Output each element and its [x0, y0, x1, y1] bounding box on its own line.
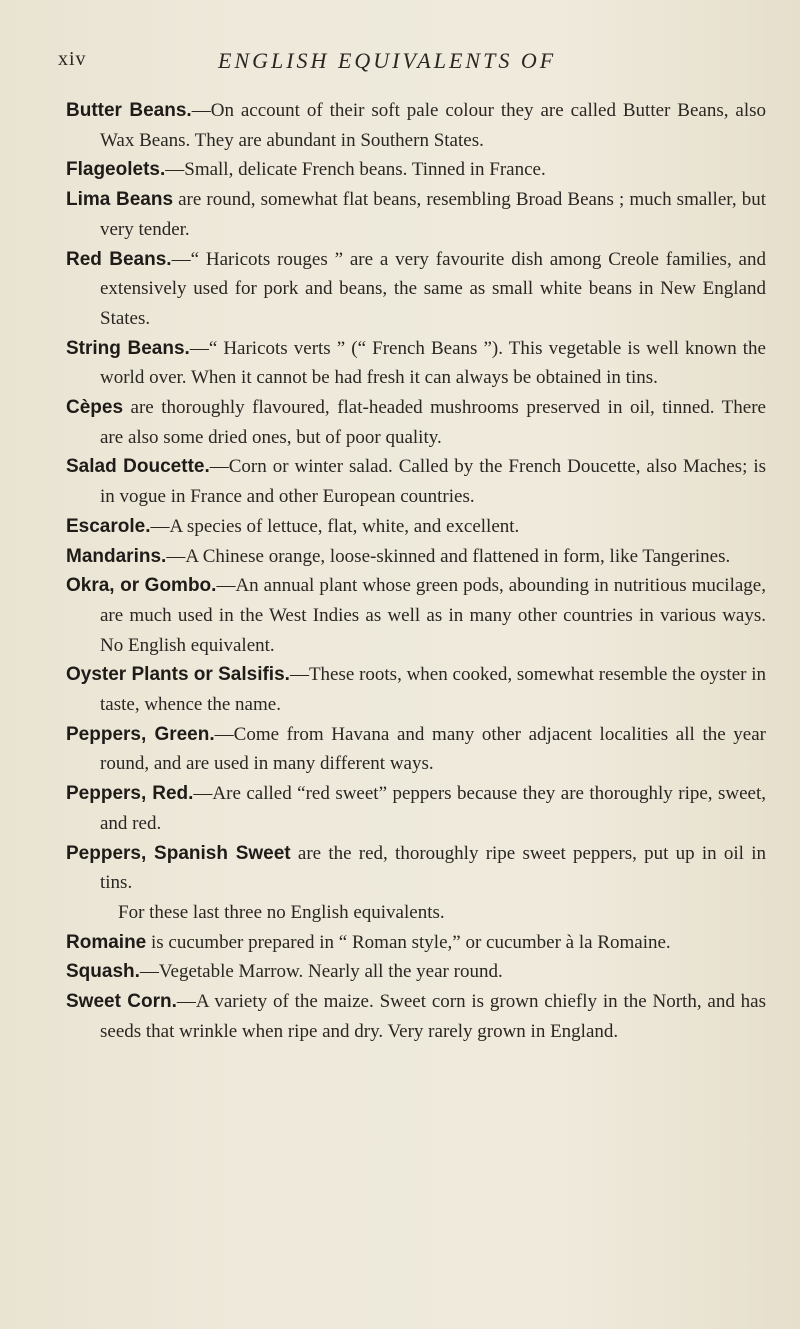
- running-head: ENGLISH EQUIVALENTS OF: [218, 48, 557, 73]
- entry-term: String Beans.: [66, 337, 190, 359]
- entry-definition: —Small, delicate French beans. Tinned in France.: [165, 159, 546, 181]
- glossary-entry: [66, 660, 766, 719]
- page-header: [58, 48, 760, 82]
- page-number: xiv: [58, 48, 87, 70]
- glossary-entry: [66, 542, 766, 572]
- entry-term: Flageolets.: [66, 159, 166, 181]
- entry-definition: —Are called “red sweet” peppers because they are thoroughly ripe, sweet, and red.: [100, 783, 766, 834]
- glossary-entry: [66, 96, 766, 155]
- glossary-entry: [66, 512, 766, 542]
- footnote-text: For these last three no English equivalents.: [118, 901, 445, 923]
- entry-definition: —“ Haricots rouges ” are a very favourite dish among Creole families, and extensively used for pork and beans, the same as small white beans in New England States.: [100, 248, 766, 329]
- entry-term: Salad Doucette.: [66, 456, 210, 478]
- glossary-entry: [66, 987, 766, 1046]
- entry-term: Escarole.: [66, 515, 151, 537]
- entry-definition: —“ Haricots verts ” (“ French Beans ”). This vegetable is well known the world over. When it cannot be had fresh it can always be obtained in tins.: [100, 337, 766, 389]
- entry-definition: is cucumber prepared in “ Roman style,” or cucumber à la Romaine.: [146, 931, 671, 953]
- glossary-entry: [66, 720, 766, 779]
- glossary-entry: [66, 393, 766, 452]
- glossary-entry: [66, 452, 766, 511]
- entry-definition: —Come from Havana and many other adjacent localities all the year round, and are used in many different ways.: [100, 723, 766, 775]
- glossary-entry: [66, 928, 766, 958]
- entry-term: Mandarins.: [66, 545, 167, 567]
- entry-term: Squash.: [66, 961, 140, 983]
- entry-term: Lima Beans: [66, 189, 174, 211]
- glossary-entry: [66, 245, 766, 334]
- glossary-entry: [66, 839, 766, 898]
- entry-term: Oyster Plants or Salsifis.: [66, 664, 290, 686]
- glossary-entry: [66, 155, 766, 185]
- glossary-entry: [66, 334, 766, 393]
- entry-term: Okra, or Gombo.: [66, 575, 217, 597]
- entry-term: Sweet Corn.: [66, 991, 177, 1013]
- glossary-entry: [66, 185, 766, 244]
- entry-term: Romaine: [66, 931, 147, 953]
- entry-definition: —Corn or winter salad. Called by the French Doucette, also Maches; is in vogue in France and other European countries.: [100, 456, 766, 508]
- entry-definition: are round, somewhat flat beans, resembling Broad Beans ; much smaller, but very tender.: [100, 189, 766, 240]
- entry-definition: —A species of lettuce, flat, white, and excellent.: [150, 515, 520, 537]
- entry-definition: —An annual plant whose green pods, abounding in nutritious mucilage, are much used in the West Indies as well as in many other countries in various ways. No English equivalent.: [100, 575, 766, 656]
- entry-term: Butter Beans.: [66, 100, 192, 121]
- entry-term: Peppers, Green.: [66, 723, 215, 745]
- entry-definition: are thoroughly flavoured, flat-headed mushrooms preserved in oil, tinned. There are also some dried ones, but of poor quality.: [100, 397, 766, 448]
- entry-definition: —Vegetable Marrow. Nearly all the year round.: [139, 961, 503, 983]
- entry-term: Cèpes: [66, 397, 124, 419]
- entry-definition: —These roots, when cooked, somewhat resemble the oyster in taste, whence the name.: [100, 664, 767, 716]
- entry-definition: —A Chinese orange, loose-skinned and flattened in form, like Tangerines.: [166, 545, 731, 567]
- entry-definition: are the red, thoroughly ripe sweet peppers, put up in oil in tins.: [100, 842, 766, 894]
- glossary-entry: [66, 571, 766, 660]
- entry-term: Red Beans.: [66, 248, 172, 270]
- entry-term: Peppers, Spanish Sweet: [66, 842, 291, 864]
- glossary-entries: [66, 96, 766, 1047]
- entry-definition: —A variety of the maize. Sweet corn is grown chiefly in the North, and has seeds that wrinkle when ripe and dry. Very rarely grown in England.: [100, 991, 766, 1042]
- entry-definition: —On account of their soft pale colour they are called Butter Beans, also Wax Beans. They are abundant in Southern States.: [100, 100, 767, 151]
- glossary-entry: [66, 957, 766, 987]
- glossary-entry: [66, 779, 766, 838]
- entry-term: Peppers, Red.: [66, 783, 194, 805]
